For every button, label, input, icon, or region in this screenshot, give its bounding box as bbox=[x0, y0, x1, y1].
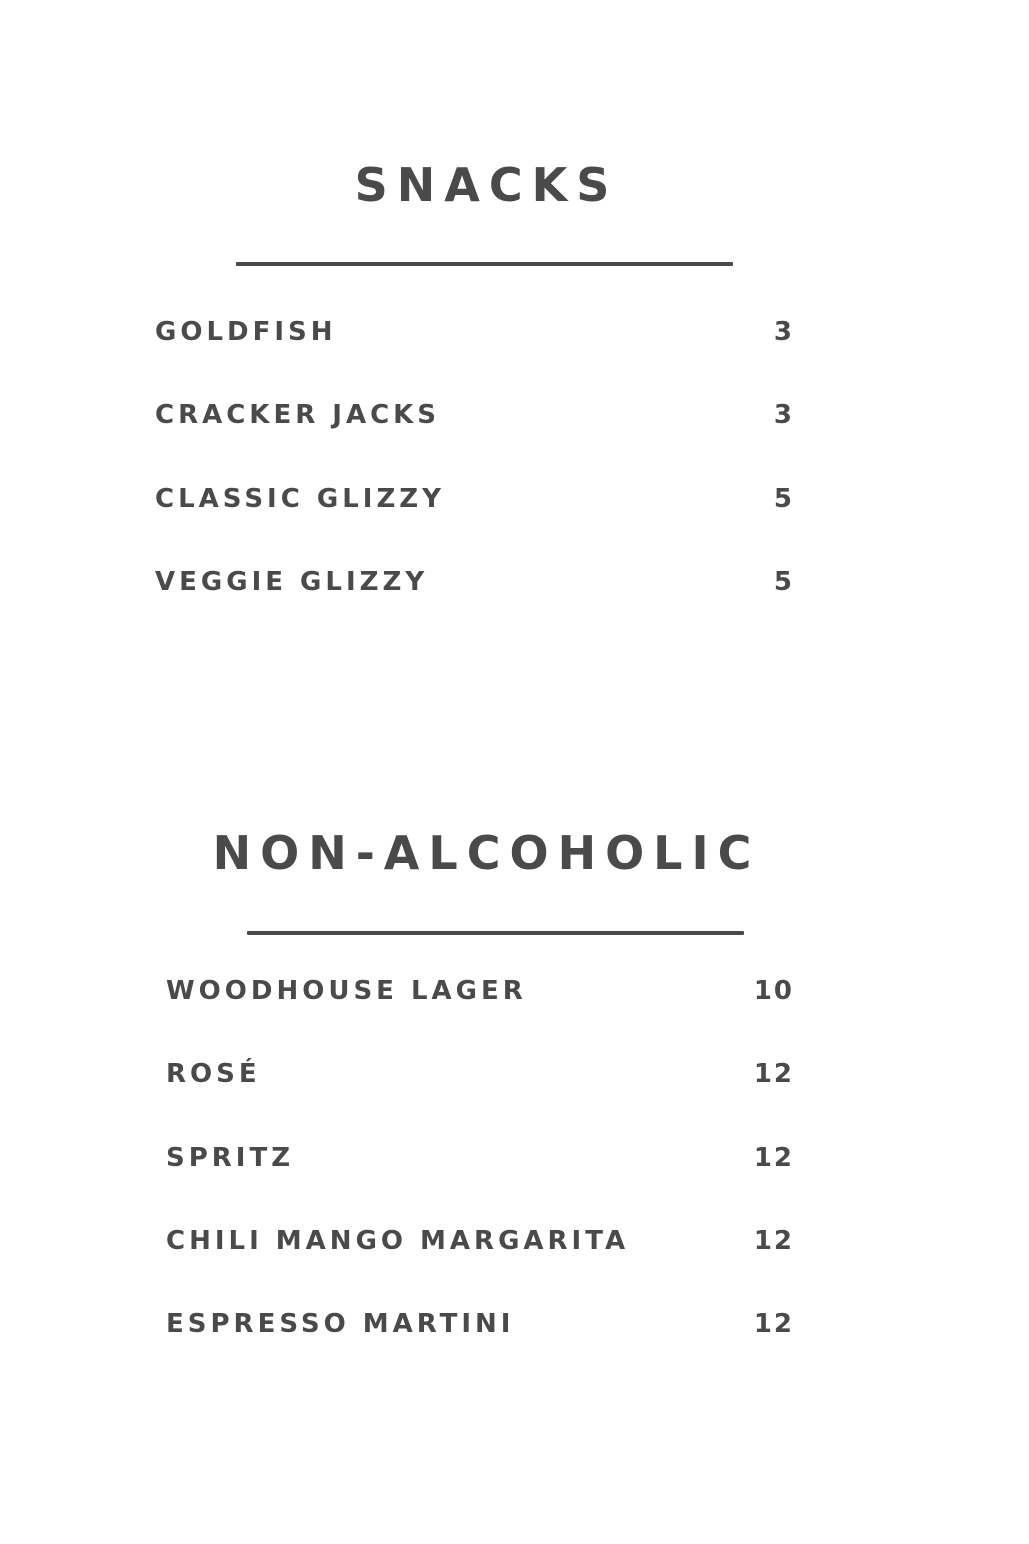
menu-item-price: 10 bbox=[753, 976, 794, 1006]
menu-item-price: 3 bbox=[773, 317, 794, 347]
menu-item-name: WOODHOUSE LAGER bbox=[166, 976, 527, 1006]
menu-item-name: SPRITZ bbox=[166, 1143, 295, 1173]
menu-item-name: GOLDFISH bbox=[155, 317, 337, 347]
section-title-snacks: SNACKS bbox=[354, 158, 619, 212]
menu-item-name: CHILI MANGO MARGARITA bbox=[166, 1226, 630, 1256]
menu-item-price: 12 bbox=[753, 1059, 794, 1089]
menu-item-name: ROSÉ bbox=[166, 1059, 261, 1089]
section-divider bbox=[247, 931, 744, 935]
menu-item-name: VEGGIE GLIZZY bbox=[155, 567, 429, 597]
section-divider bbox=[236, 262, 733, 266]
menu-item-price: 12 bbox=[753, 1226, 794, 1256]
menu-item-price: 5 bbox=[773, 567, 794, 597]
menu-item-price: 3 bbox=[773, 400, 794, 430]
menu-item-price: 12 bbox=[753, 1143, 794, 1173]
menu-item-price: 12 bbox=[753, 1309, 794, 1339]
menu-item-name: CRACKER JACKS bbox=[155, 400, 441, 430]
menu-item-name: CLASSIC GLIZZY bbox=[155, 484, 445, 514]
menu-item-name: ESPRESSO MARTINI bbox=[166, 1309, 515, 1339]
menu-item-price: 5 bbox=[773, 484, 794, 514]
section-title-non-alcoholic: NON-ALCOHOLIC bbox=[212, 826, 761, 880]
